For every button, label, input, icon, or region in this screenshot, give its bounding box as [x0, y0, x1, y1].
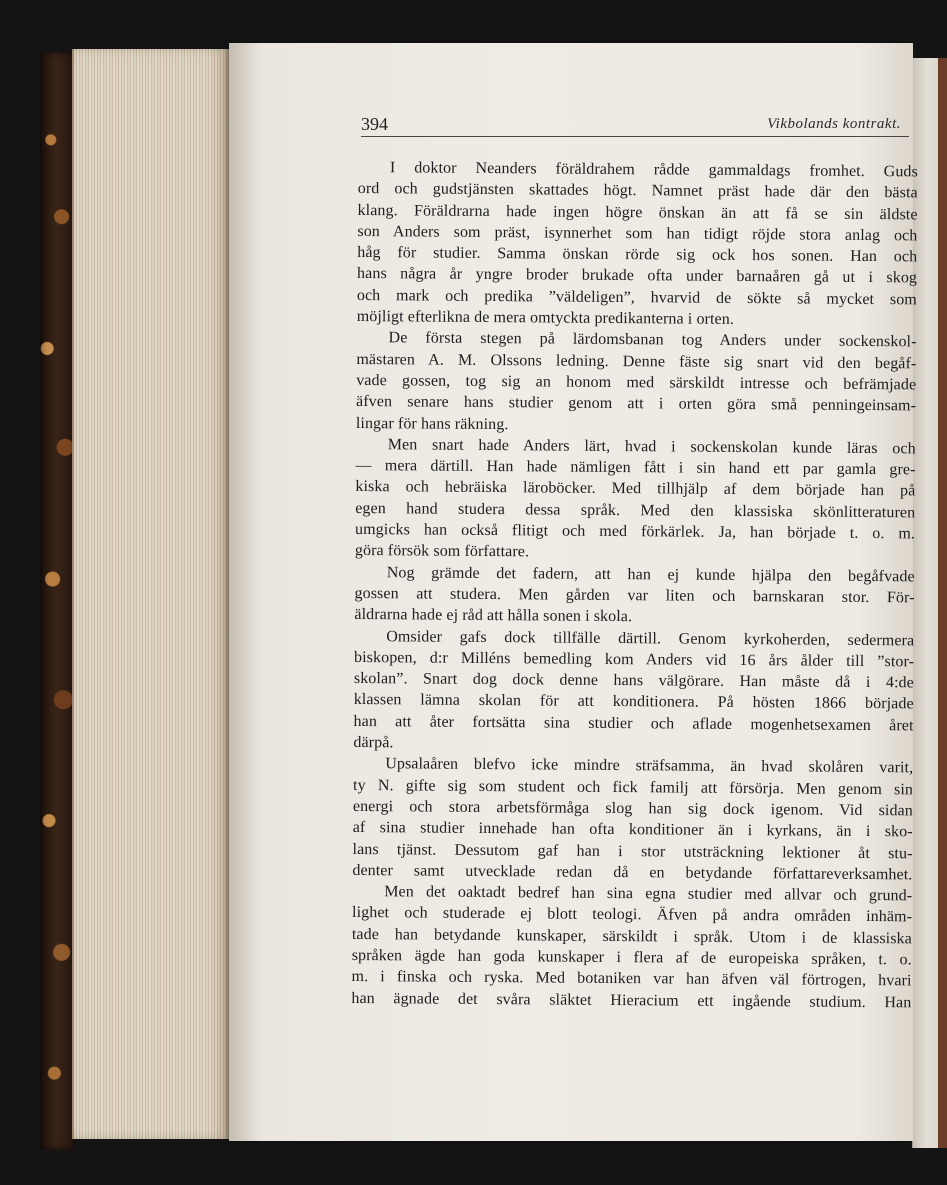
cover-edge	[938, 58, 947, 1148]
running-head: Vikbolands kontrakt.	[767, 116, 901, 132]
text-line: lans tjänst. Dessutom gaf han i stor utsträckning lektioner åt stu-	[352, 840, 913, 862]
text-line: lingar för hans räkning.	[355, 414, 509, 433]
text-line: och mark och predika ”väldeligen”, hvarvid de sökte så mycket som	[356, 286, 917, 309]
text-line: ty N. gifte sig som student och fick familj att försörja. Men genom sin	[353, 776, 914, 798]
text-line: klassen lämna skolan för att konditionera. På hösten 1866 började	[353, 691, 914, 713]
text-line: hans några år yngre broder brukade ofta under barnaåren gå ut i skog	[357, 265, 918, 287]
text-line: — mera därtill. Han hade nämligen fått i sin hand ett par gamla gre-	[355, 457, 916, 479]
text-line: tade han betydande kunskaper, särskildt i språk. Utom i de klassiska	[351, 925, 912, 948]
text-line: möjligt efterlikna de mera omtyckta predikanterna i orten.	[356, 308, 735, 329]
page-number: 394	[361, 114, 388, 134]
text-line: af sina studier innehade han ofta konditioner än i kyrkans, än i sko-	[352, 819, 913, 841]
text-line: göra försök som författare.	[354, 542, 530, 561]
text-line: egen hand studera dessa språk. Med den klassiska skönlitteraturen	[355, 499, 916, 522]
text-line: biskopen, d:r Milléns bemedling kom Anders vid 16 års ålder till ”stor-	[354, 648, 915, 671]
page-header	[361, 114, 909, 137]
text-line: I doktor Neanders föräldrahem rådde gammaldags fromhet. Guds	[389, 159, 918, 181]
body-text	[351, 157, 918, 1013]
text-line: han att åter fortsätta sina studier och aflade mogenhetsexamen året	[353, 712, 914, 735]
text-line: m. i finska och ryska. Med botaniken var han äfven väl förtrogen, hvari	[351, 968, 912, 990]
text-line: mästaren A. M. Olssons ledning. Denne fäste sig snart vid den begåf-	[356, 350, 917, 373]
text-line: vade gossen, tog sig an honom med särskildt intresse och befrämjade	[356, 371, 917, 394]
text-line: klang. Föräldrarna hade ingen högre önskan än att få se sin äldste	[357, 201, 918, 223]
text-line: lighet och studerade ej blott teologi. Äfven på andra områden inhäm-	[351, 904, 913, 926]
text-line: håg för studier. Samma önskan rörde sig ock hos sonen. Han och	[357, 244, 918, 266]
text-line: De första stegen på lärdomsbanan tog Anders under sockenskol-	[388, 329, 917, 351]
text-line: Nog grämde det fadern, att han ej kunde hjälpa den begåfvade	[386, 563, 915, 586]
text-line: ord och gudstjänsten skattades högt. Namnet präst hade där den bästa	[357, 180, 918, 202]
page-edges	[72, 49, 231, 1139]
book-page	[229, 43, 918, 1141]
gutter-shadow	[229, 43, 259, 1141]
text-line: äldrarna hade ej råd att hålla sonen i skola.	[354, 606, 633, 626]
text-line: denter samt utvecklade redan då en betydande författareverksamhet.	[352, 861, 913, 884]
text-line: Upsalaåren blefvo icke mindre sträfsamma, än hvad skolåren varit,	[385, 755, 914, 777]
text-line: gossen att studera. Men gården var liten och barnskaran stor. För-	[354, 584, 915, 607]
text-line: kiska och hebräiska läroböcker. Med tillhjälp af dem började han på	[355, 478, 916, 500]
text-line: Omsider gafs dock tillfälle därtill. Genom kyrkoherden, sedermera	[386, 627, 915, 649]
marbled-cover	[40, 52, 76, 1150]
text-line: energi och stora arbetsförmåga slog han sig dock igenom. Vid sidan	[352, 797, 913, 820]
text-line: han ägnade det svåra släktet Hieracium ett ingående studium. Han	[351, 989, 912, 1011]
text-line: Men det oaktadt bedref han sina egna studier med allvar och grund-	[384, 883, 913, 905]
text-line: äfven senare hans studier genom att i orten göra små penningeinsam-	[356, 393, 917, 415]
text-line: språken ägde han goda kunskaper i flera af de europeiska språken, t. o.	[351, 946, 912, 969]
text-line: Men snart hade Anders lärt, hvad i sockenskolan kunde läras och	[387, 436, 916, 458]
text-line: son Anders som präst, isynnerhet som han tidigt röjde stora anlag och	[357, 222, 918, 245]
text-line: umgicks han också flitigt och med förkärlek. Ja, han började t. o. m.	[355, 521, 916, 543]
text-line: skolan”. Snart dog dock denne hans välgörare. Han måste då i 4:de	[353, 670, 914, 692]
text-line: därpå.	[353, 733, 394, 752]
